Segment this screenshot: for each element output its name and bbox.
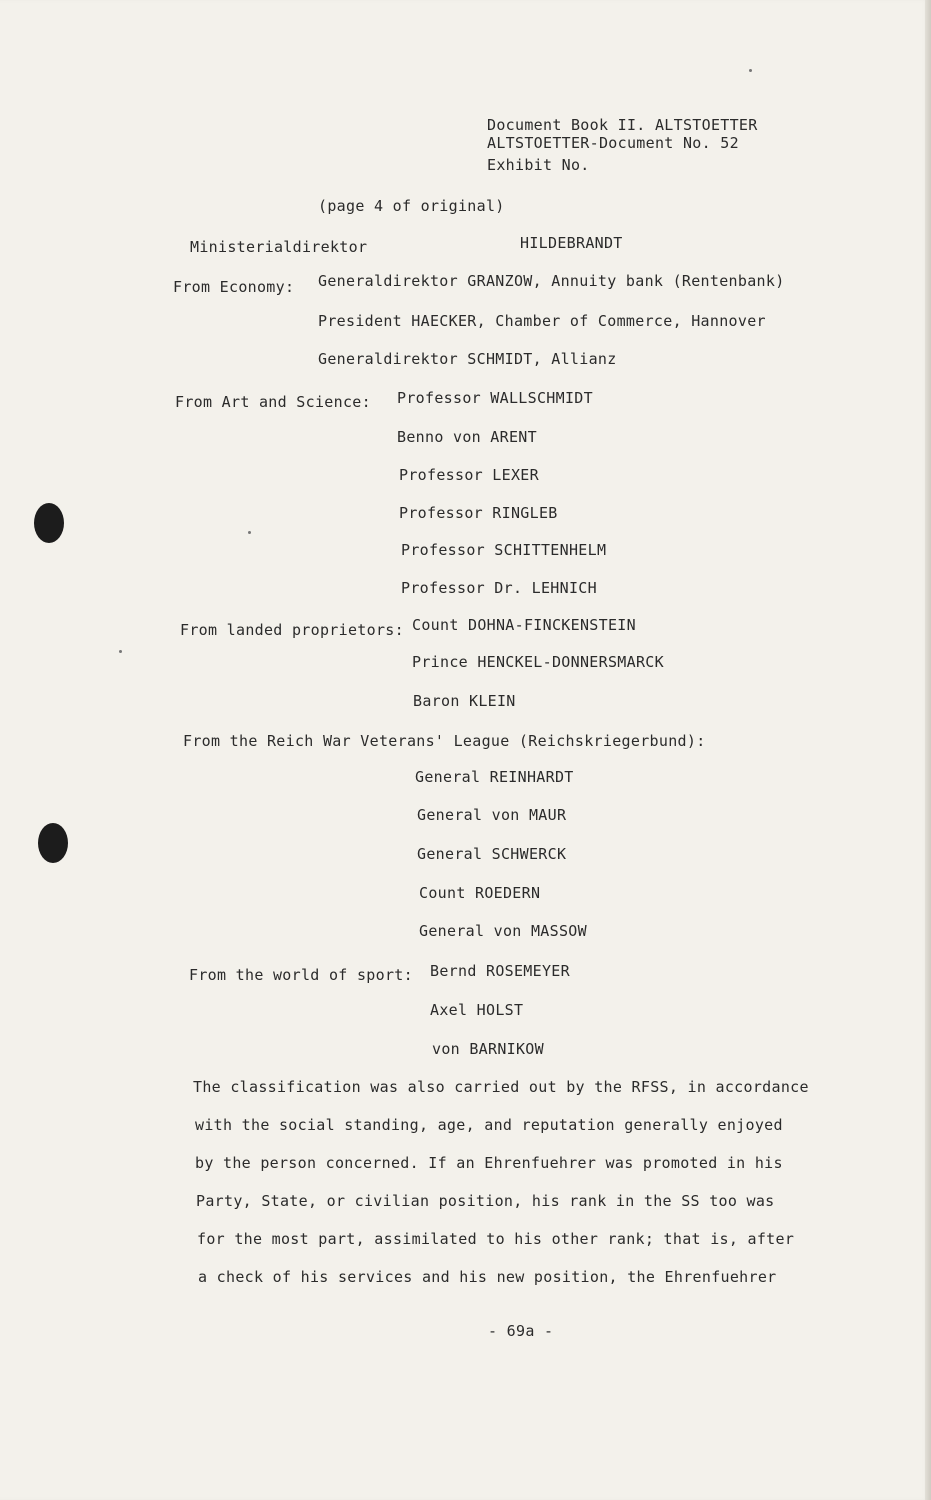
economy-item: President HAECKER, Chamber of Commerce, Hannover	[318, 312, 766, 330]
art-science-item: Professor SCHITTENHELM	[401, 541, 607, 559]
sport-heading: From the world of sport:	[189, 966, 413, 984]
paper-speck	[119, 650, 122, 653]
economy-item: Generaldirektor GRANZOW, Annuity bank (Rentenbank)	[318, 272, 785, 290]
economy-item: Generaldirektor SCHMIDT, Allianz	[318, 350, 617, 368]
page-reference: (page 4 of original)	[318, 197, 505, 215]
paragraph-line: Party, State, or civilian position, his rank in the SS too was	[196, 1192, 775, 1210]
sport-item: Bernd ROSEMEYER	[430, 962, 570, 980]
landed-heading: From landed proprietors:	[180, 621, 404, 639]
veterans-heading: From the Reich War Veterans' League (Reichskriegerbund):	[183, 732, 706, 750]
paragraph-line: The classification was also carried out by the RFSS, in accordance	[193, 1078, 809, 1096]
paper-speck	[248, 531, 251, 534]
art-science-item: Professor Dr. LEHNICH	[401, 579, 597, 597]
sport-item: von BARNIKOW	[432, 1040, 544, 1058]
art-science-heading: From Art and Science:	[175, 393, 371, 411]
art-science-item: Benno von ARENT	[397, 428, 537, 446]
landed-item: Count DOHNA-FINCKENSTEIN	[412, 616, 636, 634]
veterans-item: Count ROEDERN	[419, 884, 541, 902]
sport-item: Axel HOLST	[430, 1001, 524, 1019]
landed-item: Baron KLEIN	[413, 692, 516, 710]
paragraph-line: by the person concerned. If an Ehrenfuehrer was promoted in his	[195, 1154, 783, 1172]
art-science-item: Professor WALLSCHMIDT	[397, 389, 593, 407]
art-science-item: Professor LEXER	[399, 466, 539, 484]
paragraph-line: with the social standing, age, and reputation generally enjoyed	[195, 1116, 783, 1134]
veterans-item: General SCHWERCK	[417, 845, 567, 863]
paper-speck	[749, 69, 752, 72]
punch-hole-top	[34, 503, 64, 543]
header-line-3: Exhibit No.	[487, 156, 590, 174]
paragraph-line: for the most part, assimilated to his other rank; that is, after	[197, 1230, 795, 1248]
ministerial-name: HILDEBRANDT	[520, 234, 623, 252]
veterans-item: General REINHARDT	[415, 768, 574, 786]
punch-hole-bottom	[38, 823, 68, 863]
page-number: - 69a -	[488, 1322, 554, 1340]
art-science-item: Professor RINGLEB	[399, 504, 558, 522]
header-line-1: Document Book II. ALTSTOETTER	[487, 116, 758, 134]
ministerial-label: Ministerialdirektor	[190, 238, 368, 256]
page-edge	[925, 0, 931, 1500]
header-line-2: ALTSTOETTER-Document No. 52	[487, 134, 739, 152]
landed-item: Prince HENCKEL-DONNERSMARCK	[412, 653, 664, 671]
paragraph-line: a check of his services and his new position, the Ehrenfuehrer	[198, 1268, 777, 1286]
veterans-item: General von MASSOW	[419, 922, 587, 940]
economy-heading: From Economy:	[173, 278, 295, 296]
veterans-item: General von MAUR	[417, 806, 567, 824]
